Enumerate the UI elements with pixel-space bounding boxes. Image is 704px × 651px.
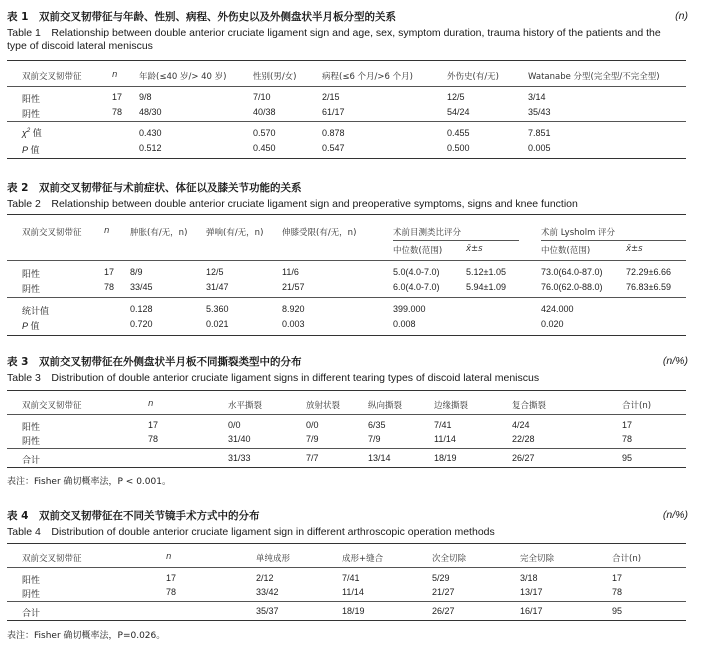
table2-header-lysholm: 术前 Lysholm 评分 [541,228,616,238]
table4-total-plasty-suture: 18/19 [342,606,365,616]
table1-chi-row-label: $\chi^2$ 值 [22,128,42,138]
table3-title-cn: 表 3 双前交叉韧带征在外侧盘状半月板不同撕裂类型中的分布 [7,356,302,368]
table3-row1-total: 17 [622,420,633,430]
table2-row2-swelling: 33/45 [130,282,153,292]
table3-total-complex: 26/27 [512,453,535,463]
table4-row2-subtotal: 21/27 [432,587,455,597]
table3-total-label: 合计 [22,455,41,465]
table4-row2-total-resection: 13/17 [520,587,543,597]
table1-p-sex: 0.450 [253,143,276,153]
table4-row1-n: 17 [166,573,177,583]
table1-chi-sex: 0.570 [253,128,276,138]
table4-unit: (n/%) [662,509,688,521]
table2-row1-vas-median: 5.0(4.0-7.0) [393,267,440,277]
table3-header-rule [7,414,686,415]
table1-p-row-label: P 值 [22,145,40,155]
table1-row1-watanabe: 3/14 [528,92,546,102]
table3-header-total: 合计(n) [622,401,652,411]
table4-total-subtotal: 26/27 [432,606,455,616]
table2-stat-swelling: 0.128 [130,304,153,314]
table2-header-vas: 术前目测类比评分 [393,228,462,238]
table4-row1-total-resection: 3/18 [520,573,538,583]
chi-square-symbol: $\chi^2$ [22,128,31,138]
table4-total-label: 合计 [22,608,41,618]
table3-row2-radial: 7/9 [306,434,319,444]
table3-header-horizontal: 水平撕裂 [228,401,263,411]
table1-row2-label: 阴性 [22,109,41,119]
table3-header-peripheral: 边缘撕裂 [434,401,469,411]
table3-row2-complex: 22/28 [512,434,535,444]
table2-row2-label: 阴性 [22,284,41,294]
table3-row2-total: 78 [622,434,633,444]
table1-row1-duration: 2/15 [322,92,340,102]
table4-header-plasty-suture: 成形+缝合 [342,554,384,564]
table2-stat-row-label: 统计值 [22,306,50,316]
table3-row1-label: 阳性 [22,422,41,432]
table3-header-radial: 放射状裂 [306,401,341,411]
table1-chi-trauma: 0.455 [447,128,470,138]
table1-row1-n: 17 [112,92,123,102]
table2-p-swelling: 0.720 [130,319,153,329]
table2-row2-snapping: 31/47 [206,282,229,292]
table1-row1-trauma: 12/5 [447,92,465,102]
table2-lysholm-span-rule [541,240,686,241]
table3-row1-complex: 4/24 [512,420,530,430]
table1-mid-rule [7,121,686,122]
table2-row1-swelling: 8/9 [130,267,143,277]
table1-header-sex: 性别(男/女) [253,72,297,82]
table3-row1-n: 17 [148,420,159,430]
table1-title-en-line2: type of discoid lateral meniscus [7,40,153,52]
table3-row2-peripheral: 11/14 [434,434,456,444]
table3-title-en: Table 3 Distribution of double anterior cruciate ligament signs in different tearing types of discoid lateral meniscus [7,372,540,384]
table1-header-group: 双前交叉韧带征 [22,72,82,82]
table3-total-longitudinal: 13/14 [368,453,391,463]
table4-title-en: Table 4 Distribution of double anterior cruciate ligament sign in different arthroscopic operation methods [7,526,495,538]
table4-row2-plasty-suture: 11/14 [342,587,364,597]
table4-row1-total: 17 [612,573,623,583]
table2-stat-vas: 399.000 [393,304,426,314]
table3-row2-horizontal: 31/40 [228,434,251,444]
table2-header-group: 双前交叉韧带征 [22,228,82,238]
table2-title-cn: 表 2 双前交叉韧带征与术前症状、体征以及膝关节功能的关系 [7,182,302,194]
table2-p-vas: 0.008 [393,319,416,329]
table4-header-total-resection: 完全切除 [520,554,555,564]
table2-header-n: n [104,226,110,236]
table4-total-plasty: 35/37 [256,606,279,616]
table3-total-total: 95 [622,453,633,463]
table1-p-watanabe: 0.005 [528,143,551,153]
table3-header-longitudinal: 纵向撕裂 [368,401,403,411]
table1-row1-age: 9/8 [139,92,152,102]
table1-header-duration: 病程(≤6 个月/>6 个月) [322,72,413,82]
table2-header-rule [7,260,686,261]
table2-row1-extension: 11/6 [282,267,299,277]
table2-row1-label: 阳性 [22,269,41,279]
table2-sub-lysholm-mean: x̄±s [626,244,643,254]
table3-bottom-rule [7,467,686,468]
table2-p-row-label: P 值 [22,321,40,331]
table1-row2-age: 48/30 [139,107,162,117]
table1-header-rule [7,86,686,87]
table1-title-en-line1: Table 1 Relationship between double anterior cruciate ligament sign and age, sex, symptom duration, trauma history of the patients and the [7,27,661,39]
table1-header-n: n [112,70,118,80]
table4-title-cn: 表 4 双前交叉韧带征在不同关节镜手术方式中的分布 [7,510,260,522]
table1-header-watanabe: Watanabe 分型(完全型/不完全型) [528,72,660,82]
table1-row2-sex: 40/38 [253,107,276,117]
table4-row1-plasty-suture: 7/41 [342,573,360,583]
table3-row2-n: 78 [148,434,159,444]
table4-header-subtotal: 次全切除 [432,554,467,564]
table2-title-en: Table 2 Relationship between double anterior cruciate ligament sign and preoperative symptoms, signs and knee function [7,198,578,210]
table4-row2-plasty: 33/42 [256,587,279,597]
table2-sub-vas-median: 中位数(范围) [393,246,443,256]
table4-mid-rule [7,601,686,602]
table2-header-swelling: 肿胀(有/无，n) [130,228,188,238]
table1-p-trauma: 0.500 [447,143,470,153]
table1-p-duration: 0.547 [322,143,345,153]
table2-sub-vas-mean: x̄±s [466,244,483,254]
table2-header-extension: 伸膝受限(有/无，n) [282,228,357,238]
table1-title-cn: 表 1 双前交叉韧带征与年龄、性别、病程、外伤史以及外侧盘状半月板分型的关系 [7,11,396,23]
table4-row1-plasty: 2/12 [256,573,274,583]
table1-row2-trauma: 54/24 [447,107,470,117]
table3-row2-longitudinal: 7/9 [368,434,381,444]
table3-row1-horizontal: 0/0 [228,420,241,430]
table2-row1-lysholm-median: 73.0(64.0-87.0) [541,267,603,277]
table4-row1-label: 阳性 [22,575,41,585]
table2-p-lysholm: 0.020 [541,319,564,329]
table2-p-snapping: 0.021 [206,319,229,329]
table1-chi-age: 0.430 [139,128,162,138]
table4-row2-total: 78 [612,587,623,597]
table2-header-snapping: 弹响(有/无，n) [206,228,264,238]
table2-row2-n: 78 [104,282,115,292]
table3-header-group: 双前交叉韧带征 [22,401,82,411]
table2-mid-rule [7,297,686,298]
table1-header-age: 年龄(≤40 岁/> 40 岁) [139,72,227,82]
table2-row2-vas-mean: 5.94±1.09 [466,282,506,292]
table2-row2-extension: 21/57 [282,282,305,292]
table3-unit: (n/%) [662,355,688,367]
table2-stat-snapping: 5.360 [206,304,229,314]
table2-bottom-rule [7,335,686,336]
table2-p-extension: 0.003 [282,319,305,329]
table4-row2-label: 阴性 [22,589,41,599]
table2-row2-lysholm-median: 76.0(62.0-88.0) [541,282,603,292]
table4-header-total: 合计(n) [612,554,642,564]
table3-total-horizontal: 31/33 [228,453,251,463]
table3-row1-radial: 0/0 [306,420,319,430]
table2-vas-span-rule [393,240,519,241]
table4-total-total: 95 [612,606,623,616]
table4-bottom-rule [7,620,686,621]
table1-p-age: 0.512 [139,143,162,153]
table2-row1-n: 17 [104,267,115,277]
table1-unit: (n) [675,10,688,22]
table4-top-rule [7,543,686,544]
table3-header-complex: 复合撕裂 [512,401,547,411]
table1-chi-duration: 0.878 [322,128,345,138]
table1-top-rule [7,60,686,61]
table2-row1-lysholm-mean: 72.29±6.66 [626,267,671,277]
table3-top-rule [7,390,686,391]
table4-header-plasty: 单纯成形 [256,554,291,564]
table2-top-rule [7,214,686,215]
table3-total-peripheral: 18/19 [434,453,457,463]
table1-row2-watanabe: 35/43 [528,107,551,117]
table4-footnote: 表注：Fisher 确切概率法，P=0.026。 [7,631,166,641]
table1-row2-duration: 61/17 [322,107,345,117]
table3-footnote: 表注：Fisher 确切概率法，P < 0.001。 [7,477,171,487]
table2-sub-lysholm-median: 中位数(范围) [541,246,591,256]
table3-row1-peripheral: 7/41 [434,420,452,430]
table2-stat-extension: 8.920 [282,304,305,314]
table3-row1-longitudinal: 6/35 [368,420,386,430]
table4-header-n: n [166,552,172,562]
table1-bottom-rule [7,158,686,159]
table4-row2-n: 78 [166,587,177,597]
table4-total-total-resection: 16/17 [520,606,543,616]
table4-row1-subtotal: 5/29 [432,573,450,583]
table1-header-trauma: 外伤史(有/无) [447,72,499,82]
table2-row2-lysholm-mean: 76.83±6.59 [626,282,671,292]
table1-row1-sex: 7/10 [253,92,271,102]
table2-row2-vas-median: 6.0(4.0-7.0) [393,282,440,292]
table2-row1-vas-mean: 5.12±1.05 [466,267,506,277]
table1-row2-n: 78 [112,107,123,117]
table3-header-n: n [148,399,154,409]
table2-stat-lysholm: 424.000 [541,304,574,314]
table3-total-radial: 7/7 [306,453,319,463]
table2-row1-snapping: 12/5 [206,267,224,277]
table1-chi-watanabe: 7.851 [528,128,551,138]
table4-header-rule [7,567,686,568]
table4-header-group: 双前交叉韧带征 [22,554,82,564]
table1-row1-label: 阳性 [22,94,41,104]
table3-mid-rule [7,448,686,449]
table3-row2-label: 阴性 [22,436,41,446]
